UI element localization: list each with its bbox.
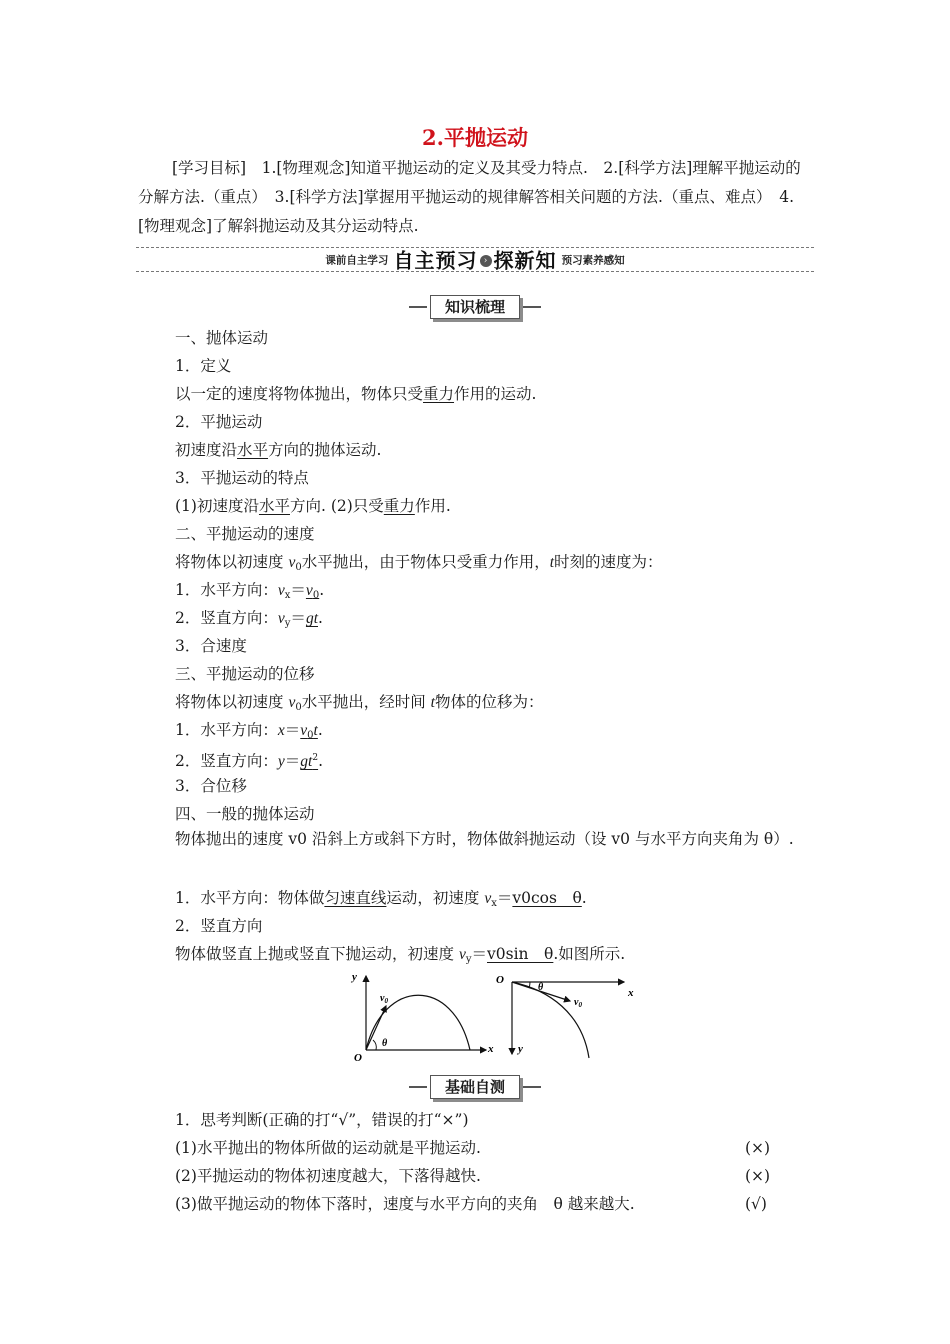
sec2-vertical: 2．竖直方向：$v_y=gt$. [175,609,323,629]
figure-oblique-down [494,968,644,1063]
x-label: x [628,987,634,999]
page-title: 2.平抛运动 [422,125,528,150]
origin-label: O [354,1052,362,1063]
sec2-sum: 3．合速度 [175,637,247,655]
banner-left-label: 课前自主学习 [325,254,389,267]
ping-text: 初速度沿水平方向的抛体运动. [175,441,382,459]
sec4-horizontal: 1．水平方向：物体做匀速直线运动，初速度 $v_x=v0\cos$ θ. [175,889,587,909]
tag-knowledge: 知识梳理 [0,295,950,319]
section-banner [136,246,814,274]
heading-sec4: 四、一般的抛体运动 [175,805,315,823]
test-mark-3: (√) [745,1195,767,1213]
banner-title-2: 探新知 [493,248,557,273]
banner-right-label: 预习素养感知 [561,254,625,267]
sec4-vertical-text: 物体做竖直上抛或竖直下抛运动，初速度 $v_y=v0\sin$ θ.如图所示. [175,945,626,965]
y-label: y [518,1043,523,1055]
v0-label: $v_0$ [380,993,388,1005]
test-item-1: (1)水平抛出的物体所做的运动就是平抛运动. [175,1139,481,1157]
test-mark-2: (×) [745,1167,771,1185]
feat-text: (1)初速度沿水平方向. (2)只受重力作用. [175,497,451,515]
ping-num: 2．平抛运动 [175,413,263,431]
def-text: 以一定的速度将物体抛出，物体只受重力作用的运动. [175,385,537,403]
test-item-2: (2)平抛运动的物体初速度越大，下落得越快. [175,1167,481,1185]
blank-horizontal: 水平 [237,441,269,459]
sec4-vertical-label: 2．竖直方向 [175,917,263,935]
x-label: x [488,1043,494,1055]
feat-num: 3．平抛运动的特点 [175,469,309,487]
sec3-intro: 将物体以初速度 $v_0$水平抛出，经时间 t物体的位移为： [175,693,544,713]
learning-goals: [学习目标] 1.[物理观念]知道平抛运动的定义及其受力特点. 2.[科学方法]理解平抛运动的分解方法.（重点） 3.[科学方法]掌握用平抛运动的规律解答相关问题的方法.（重点、难点） 4.[物理观念]了解斜抛运动及其分运动特点. [138,159,801,235]
blank-gravity: 重力 [423,385,455,403]
heading-sec2: 二、平抛运动的速度 [175,525,315,543]
heading-sec3: 三、平抛运动的位移 [175,665,315,683]
figure-oblique-up [348,968,498,1063]
angle-arc [373,1040,376,1050]
trajectory [512,982,589,1058]
sec2-intro: 将物体以初速度 $v_0$水平抛出，由于物体只受重力作用，t时刻的速度为： [175,553,663,573]
v0-label: $v_0$ [574,997,582,1009]
origin-label: O [496,974,504,986]
chevron-right-icon: › [480,255,492,267]
heading-sec1: 一、抛体运动 [175,329,269,347]
sec3-vertical: 2．竖直方向：$y=gt^2$. [175,752,324,770]
y-label: y [352,971,357,983]
sec3-sum: 3．合位移 [175,777,247,795]
theta-label: θ [538,982,544,993]
test-item-3: (3)做平抛运动的物体下落时，速度与水平方向的夹角 θ 越来越大. [175,1195,635,1213]
banner-title-1: 自主预习 [393,248,478,273]
test-mark-1: (×) [745,1139,771,1157]
def-num: 1．定义 [175,357,232,375]
tag-selftest: 基础自测 [0,1075,950,1099]
sec3-horizontal: 1．水平方向：$x=v_0t$. [175,721,323,741]
sec2-horizontal: 1．水平方向：$v_x=v_0$. [175,581,325,601]
theta-label: θ [382,1038,388,1049]
test-question-1: 1．思考判断(正确的打“√”，错误的打“×”) [175,1111,469,1129]
sec4-intro: 物体抛出的速度 v0 沿斜上方或斜下方时，物体做斜抛运动（设 v0 与水平方向夹角为 θ）. [175,830,794,848]
